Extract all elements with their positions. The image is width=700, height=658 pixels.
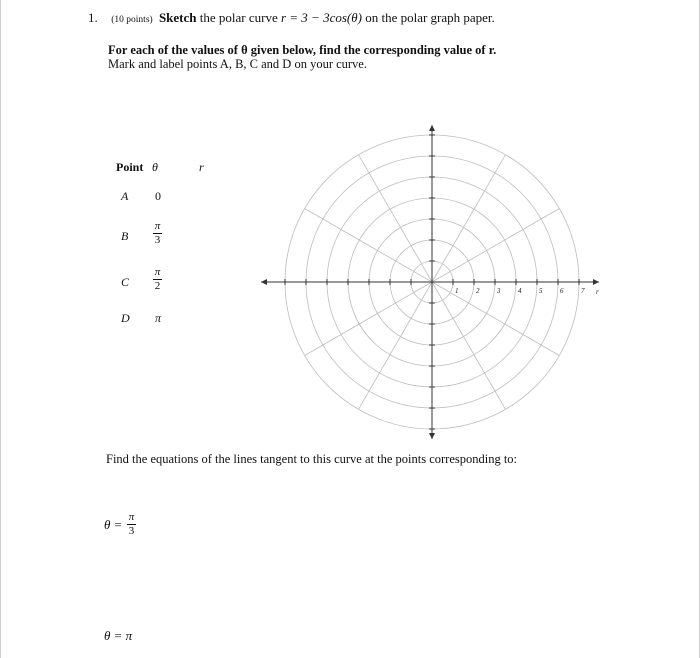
row-c-point: C <box>121 275 130 289</box>
eq1-den: 3 <box>128 525 135 537</box>
row-b-theta-num: π <box>154 220 161 232</box>
arrow-up-icon <box>429 125 435 131</box>
question-text-after: on the polar graph paper. <box>365 10 495 25</box>
row-a-point: A <box>121 189 129 203</box>
tick-labels <box>455 287 599 296</box>
tangent-eq-1-prefix <box>104 517 122 533</box>
polar-ray <box>432 209 559 283</box>
polar-ray <box>359 282 433 409</box>
row-c-theta-num: π <box>154 266 161 278</box>
question-header <box>88 10 495 26</box>
row-b-theta-den: 3 <box>154 234 161 246</box>
page-left-edge <box>0 0 1 658</box>
polar-ray <box>432 282 506 409</box>
polar-ray <box>432 155 506 282</box>
tick-label: 1 <box>455 287 459 295</box>
polar-ray <box>359 155 433 282</box>
instruction-mark-points: Mark and label points A, B, C and D on your curve. <box>108 57 367 71</box>
tick-label: 4 <box>518 287 522 295</box>
question-equation: r = 3 − 3cos(θ) <box>280 10 362 25</box>
tick-label: 6 <box>560 287 564 295</box>
tangent-prompt: Find the equations of the lines tangent to this curve at the points corresponding to: <box>106 452 518 466</box>
eq1-num: π <box>128 511 135 523</box>
tick-label: 2 <box>476 287 480 295</box>
row-b-point: B <box>121 229 129 243</box>
question-text-before: the polar curve <box>199 10 278 25</box>
row-c-theta <box>153 267 162 292</box>
polar-ray <box>305 282 432 356</box>
arrow-right-icon <box>593 279 599 285</box>
polar-ray <box>305 209 432 283</box>
arrow-left-icon <box>261 279 267 285</box>
row-d-point: D <box>121 311 130 325</box>
tick-label: 7 <box>581 287 585 295</box>
axis-label-r: r <box>596 288 599 296</box>
question-verb: Sketch <box>158 10 197 25</box>
tangent-eq-2: θ = π <box>104 628 133 643</box>
row-b-theta <box>153 221 162 246</box>
polar-graph-paper <box>258 124 608 440</box>
eq1-prefix: θ = <box>104 517 123 532</box>
row-d-theta: π <box>155 311 162 325</box>
instruction-find-r: For each of the values of θ given below, find the corresponding value of r. <box>108 43 497 57</box>
row-c-theta-den: 2 <box>154 280 161 292</box>
tick-label: 3 <box>497 287 501 295</box>
row-a-theta: 0 <box>155 189 161 203</box>
question-points: (10 points) <box>111 15 153 25</box>
table-header-theta: θ <box>152 160 158 174</box>
question-number: 1. <box>88 10 98 25</box>
tick-label: 5 <box>539 287 543 295</box>
arrow-down-icon <box>429 433 435 439</box>
table-header-r: r <box>199 160 204 174</box>
tangent-eq-1-fraction <box>127 512 136 537</box>
table-header-point: Point <box>116 160 144 174</box>
polar-axes <box>261 125 599 439</box>
